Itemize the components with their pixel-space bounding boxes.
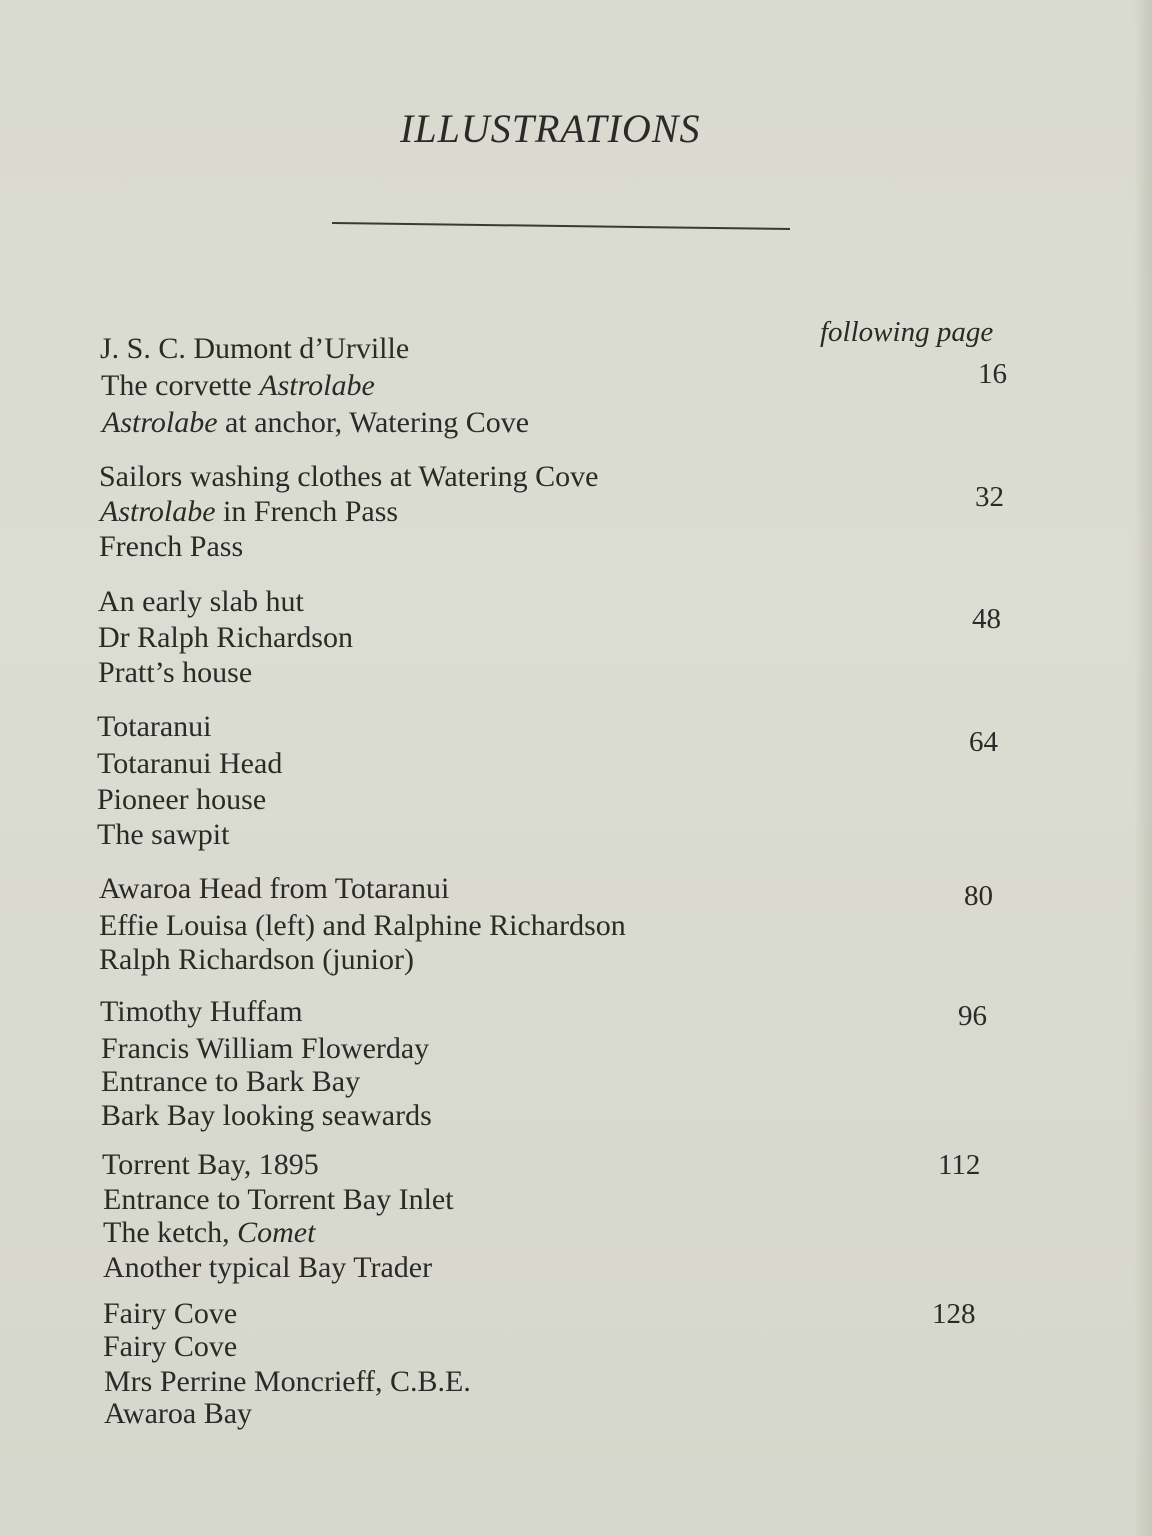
illustration-entry: The ketch, Comet (103, 1216, 316, 1249)
illustration-entry: Timothy Huffam (100, 995, 303, 1028)
illustration-entry: J. S. C. Dumont d’Urville (100, 332, 410, 365)
illustration-entry: Pratt’s house (98, 656, 253, 689)
title-rule (332, 222, 790, 230)
illustration-entry: An early slab hut (98, 585, 304, 618)
illustration-entry: Awaroa Bay (104, 1397, 253, 1430)
page-number: 48 (972, 603, 1001, 635)
illustration-entry: Dr Ralph Richardson (98, 621, 353, 654)
illustration-entry: Awaroa Head from Totaranui (99, 872, 450, 905)
illustration-entry: The sawpit (97, 818, 230, 851)
page-number: 16 (978, 358, 1007, 390)
illustration-entry: Totaranui Head (97, 747, 283, 780)
illustration-entry: Mrs Perrine Moncrieff, C.B.E. (104, 1365, 471, 1398)
illustration-entry: Astrolabe at anchor, Watering Cove (102, 406, 530, 439)
page-edge-shadow (1134, 0, 1152, 1536)
page-number: 64 (969, 726, 998, 758)
page-number: 96 (958, 1000, 987, 1032)
illustration-entry: Pioneer house (97, 783, 267, 816)
illustration-entry: Bark Bay looking seawards (101, 1099, 432, 1132)
illustration-entry: Fairy Cove (103, 1297, 238, 1330)
page-number: 80 (964, 880, 993, 912)
illustration-entry: Another typical Bay Trader (103, 1251, 433, 1284)
illustration-entry: Ralph Richardson (junior) (99, 943, 414, 976)
page-number: 128 (932, 1298, 976, 1330)
page-number: 32 (975, 481, 1004, 513)
illustration-entry: Entrance to Torrent Bay Inlet (103, 1183, 454, 1216)
illustration-entry: Totaranui (97, 710, 212, 743)
illustration-entry: Sailors washing clothes at Watering Cove (99, 460, 599, 493)
column-header: following page (820, 316, 994, 348)
illustration-entry: Entrance to Bark Bay (101, 1065, 361, 1098)
page-number: 112 (938, 1149, 981, 1181)
illustration-entry: Francis William Flowerday (101, 1032, 430, 1065)
illustration-entry: The corvette Astrolabe (101, 369, 375, 402)
illustration-entry: Torrent Bay, 1895 (102, 1148, 319, 1181)
illustration-entry: Effie Louisa (left) and Ralphine Richardson (99, 909, 626, 942)
illustration-entry: Astrolabe in French Pass (100, 495, 399, 528)
illustration-entry: Fairy Cove (103, 1330, 238, 1363)
page-title: ILLUSTRATIONS (400, 106, 701, 151)
illustration-entry: French Pass (99, 530, 244, 563)
